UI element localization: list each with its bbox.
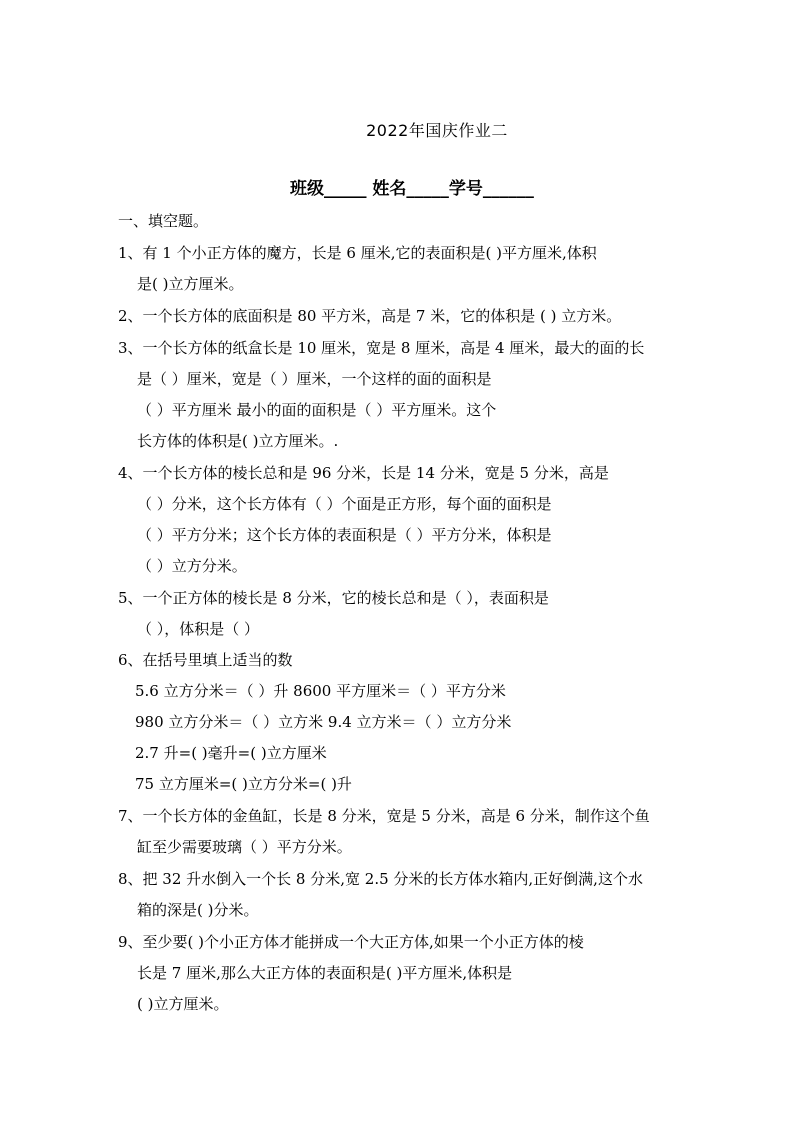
question-9-line-1: 9、至少要( )个小正方体才能拼成一个大正方体,如果一个小正方体的棱 <box>118 933 584 951</box>
question-7-line-1: 7、一个长方体的金鱼缸，长是 8 分米，宽是 5 分米，高是 6 分米，制作这个鱼 <box>118 807 650 825</box>
question-9-line-2: 长是 7 厘米,那么大正方体的表面积是( )平方厘米,体积是 <box>137 964 513 982</box>
question-6-row-1: 5.6 立方分米＝（ ）升 8600 平方厘米＝（ ）平方分米 <box>135 682 506 700</box>
question-2-line-1: 2、一个长方体的底面积是 80 平方米，高是 7 米，它的体积是 ( ) 立方米。 <box>118 307 622 325</box>
page-title: 2022年国庆作业二 <box>366 121 508 140</box>
question-4-line-1: 4、一个长方体的棱长总和是 96 分米，长是 14 分米，宽是 5 分米，高是 <box>118 464 609 482</box>
question-3-line-1: 3、一个长方体的纸盒长是 10 厘米，宽是 8 厘米，高是 4 厘米，最大的面的长 <box>118 339 645 357</box>
question-4-line-4: （ ）立方分米。 <box>137 557 247 575</box>
question-6-row-2: 980 立方分米＝（ ）立方米 9.4 立方米＝（ ）立方分米 <box>135 713 512 731</box>
question-7-line-2: 缸至少需要玻璃（ ）平方分米。 <box>137 838 352 856</box>
question-6-row-3: 2.7 升=( )毫升=( )立方厘米 <box>135 744 327 762</box>
question-6-heading: 6、在括号里填上适当的数 <box>118 651 293 669</box>
question-3-line-3: （ ）平方厘米 最小的面的面积是（ ）平方厘米。这个 <box>137 401 497 419</box>
question-8-line-1: 8、把 32 升水倒入一个长 8 分米,宽 2.5 分米的长方体水箱内,正好倒满,这个水 <box>118 870 643 888</box>
question-9-line-3: ( )立方厘米。 <box>137 995 229 1013</box>
question-6-row-4: 75 立方厘米=( )立方分米=( )升 <box>135 775 352 793</box>
question-4-line-3: （ ）平方分米；这个长方体的表面积是（ ）平方分米，体积是 <box>137 526 552 544</box>
student-info-line: 班级_____ 姓名_____学号______ <box>290 179 534 199</box>
question-5-line-1: 5、一个正方体的棱长是 8 分米，它的棱长总和是（ ），表面积是 <box>118 589 549 607</box>
question-1-line-2: 是( )立方厘米。 <box>137 275 244 293</box>
question-1-line-1: 1、有 1 个小正方体的魔方，长是 6 厘米,它的表面积是( )平方厘米,体积 <box>118 244 597 262</box>
question-8-line-2: 箱的深是( )分米。 <box>137 901 259 919</box>
section-heading: 一、填空题。 <box>118 212 209 230</box>
question-3-line-2: 是（ ）厘米，宽是（ ）厘米，一个这样的面的面积是 <box>137 370 492 388</box>
question-5-line-2: （ ），体积是（ ） <box>137 620 260 638</box>
question-3-line-4: 长方体的体积是( )立方厘米。. <box>137 432 339 450</box>
question-4-line-2: （ ）分米，这个长方体有（ ）个面是正方形，每个面的面积是 <box>137 495 552 513</box>
